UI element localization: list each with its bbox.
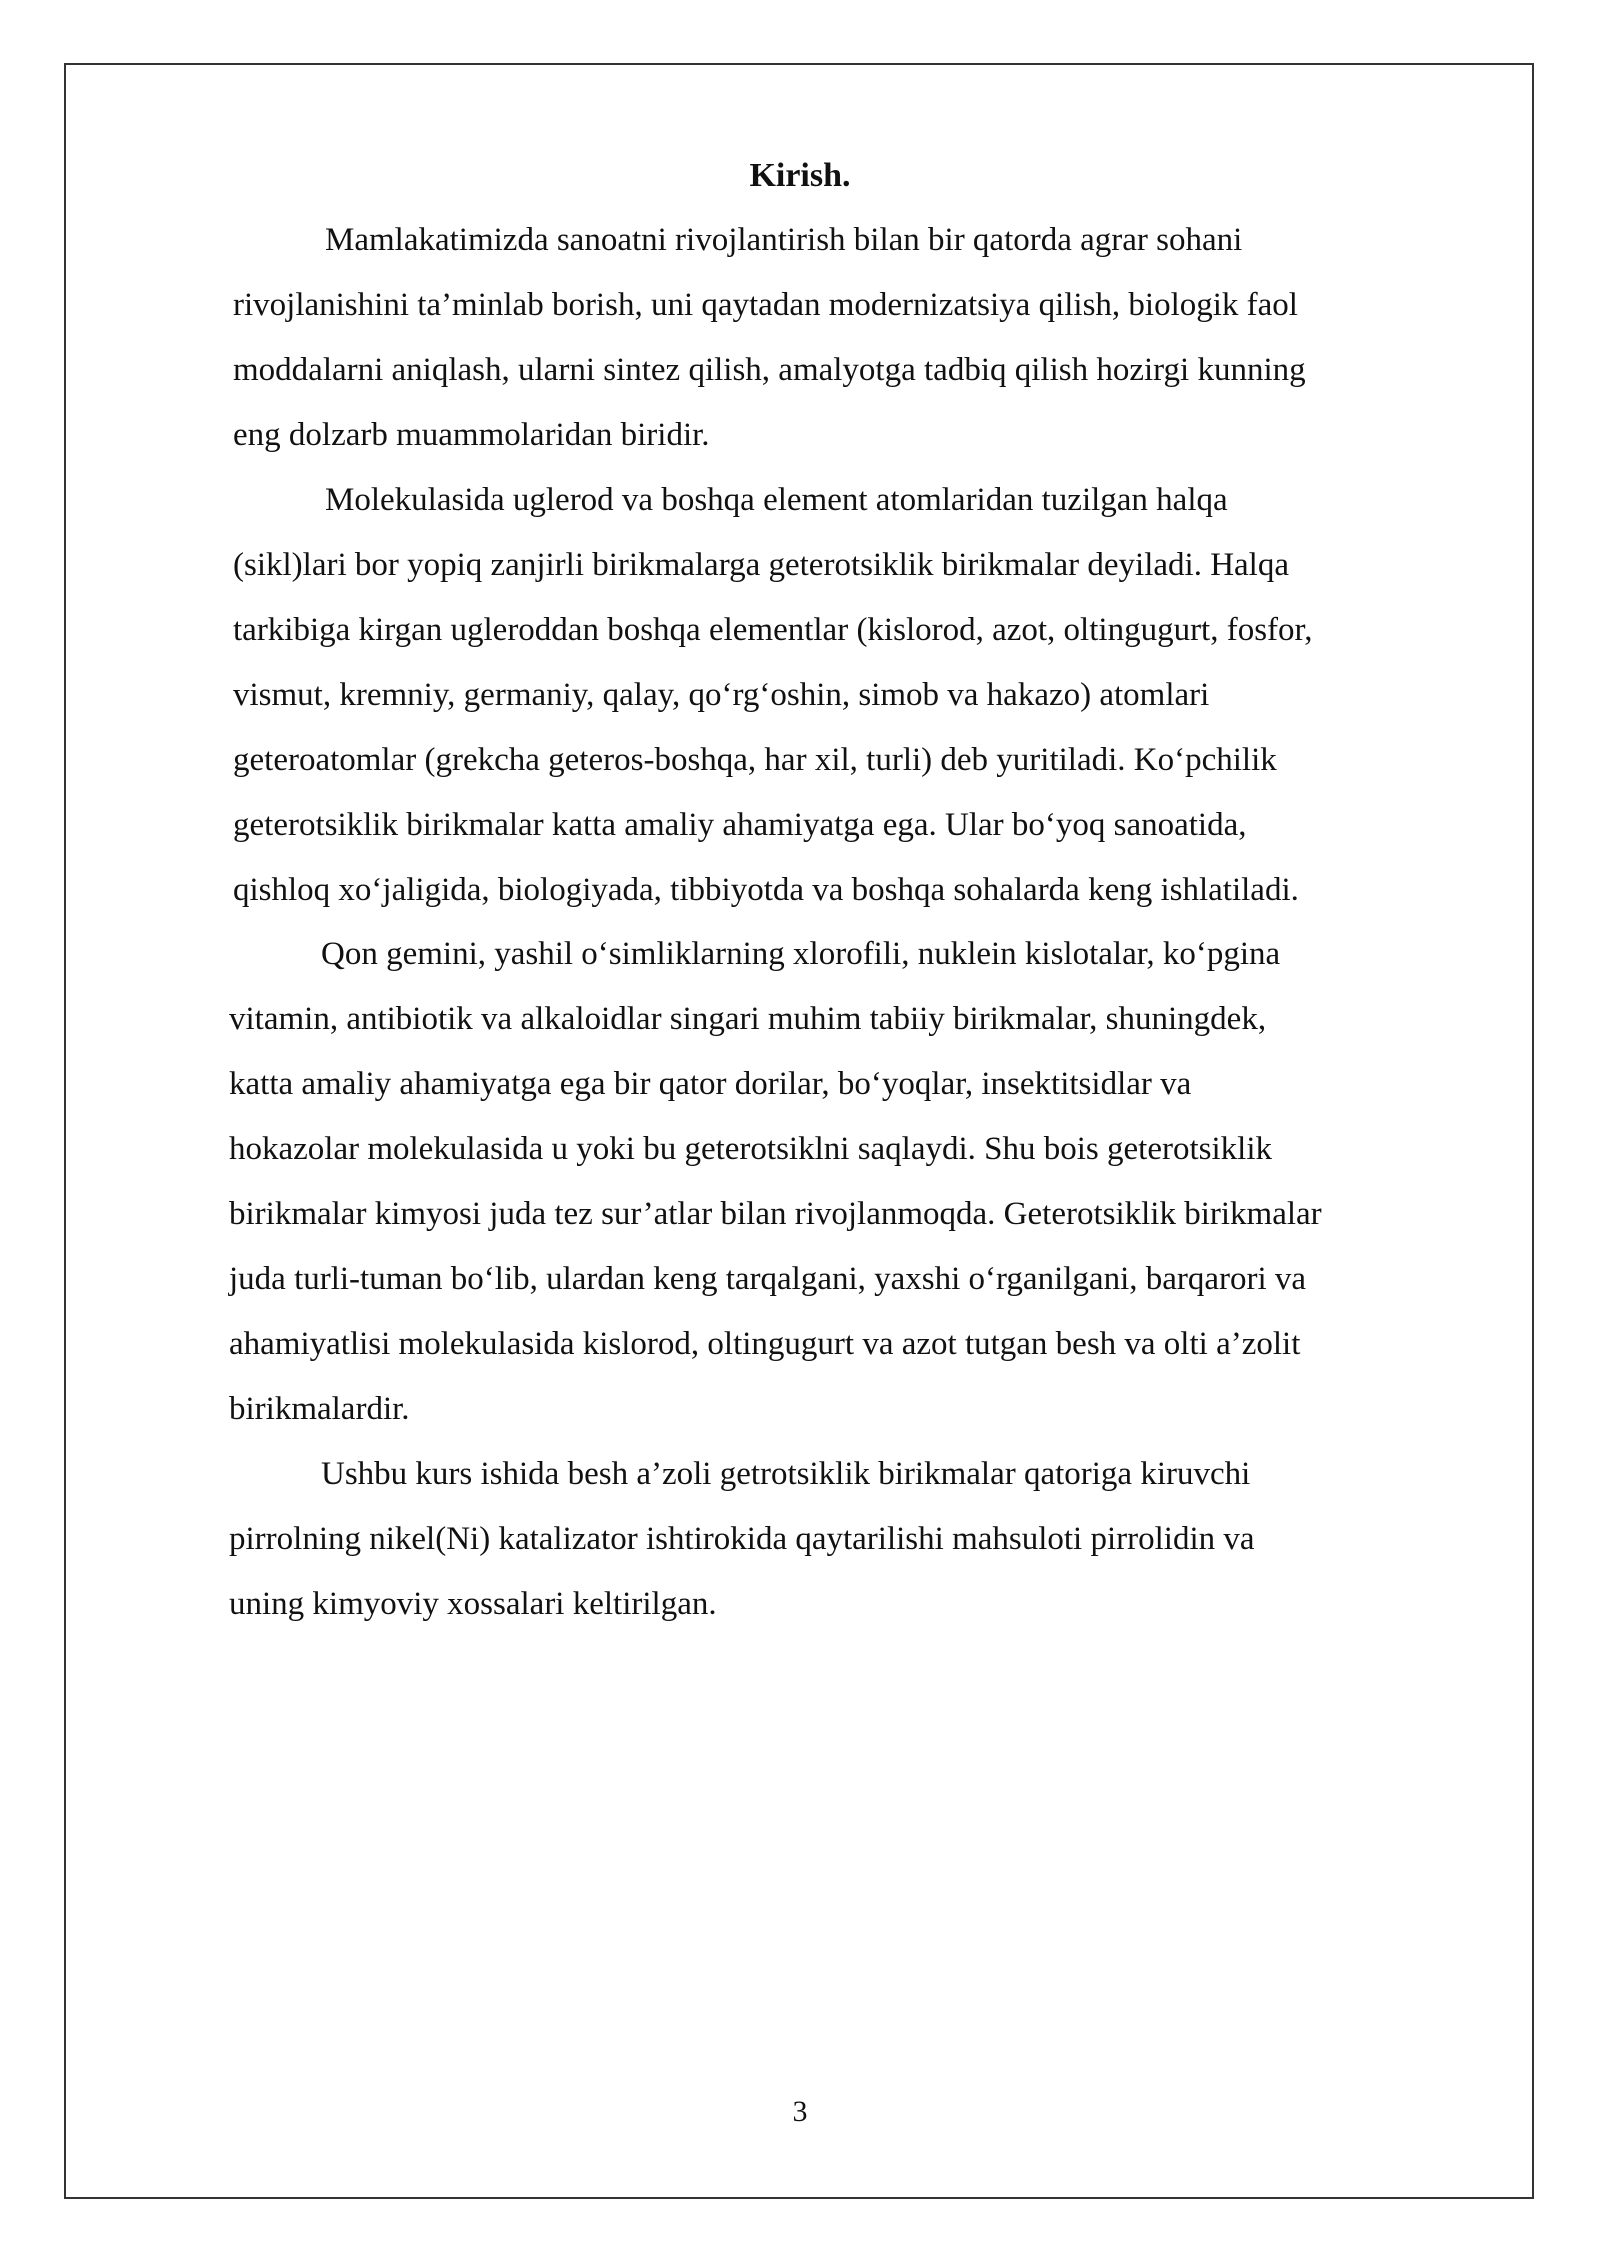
paragraph-line: juda turli-tuman bo‘lib, ulardan keng tarqalgani, yaxshi o‘rganilgani, barqarori va	[229, 1261, 1307, 1297]
paragraph-line: Qon gemini, yashil o‘simliklarning xlorofili, nuklein kislotalar, ko‘pgina	[321, 936, 1281, 972]
paragraph-line: geterotsiklik birikmalar katta amaliy ahamiyatga ega. Ular bo‘yoq sanoatida,	[233, 807, 1247, 843]
paragraph-line: birikmalardir.	[229, 1391, 410, 1427]
paragraph-line: eng dolzarb muammolaridan biridir.	[233, 417, 710, 453]
paragraph-line: moddalarni aniqlash, ularni sintez qilish, amalyotga tadbiq qilish hozirgi kunning	[233, 352, 1306, 388]
paragraph-line: (sikl)lari bor yopiq zanjirli birikmalarga geterotsiklik birikmalar deyiladi. Halqa	[233, 547, 1289, 583]
paragraph-line: birikmalar kimyosi juda tez sur’atlar bilan rivojlanmoqda. Geterotsiklik birikmalar	[229, 1196, 1322, 1232]
paragraph-line: vitamin, antibiotik va alkaloidlar singari muhim tabiiy birikmalar, shuningdek,	[229, 1001, 1267, 1037]
paragraph-line: geteroatomlar (grekcha geteros-boshqa, har xil, turli) deb yuritiladi. Ko‘pchilik	[233, 742, 1277, 778]
paragraph-scope	[229, 1442, 1255, 1637]
section-heading: Kirish.	[749, 157, 851, 194]
paragraph-line: rivojlanishini ta’minlab borish, uni qaytadan modernizatsiya qilish, biologik faol	[233, 287, 1298, 323]
paragraph-line: tarkibiga kirgan ugleroddan boshqa elementlar (kislorod, azot, oltingugurt, fosfor,	[233, 612, 1313, 648]
paragraph-line: ahamiyatlisi molekulasida kislorod, oltingugurt va azot tutgan besh va olti a’zolit	[229, 1326, 1301, 1362]
paragraph-importance	[229, 922, 1322, 1442]
paragraph-line: vismut, kremniy, germaniy, qalay, qo‘rg‘oshin, simob va hakazo) atomlari	[233, 677, 1210, 713]
paragraph-line: hokazolar molekulasida u yoki bu geterotsiklni saqlaydi. Shu bois geterotsiklik	[229, 1131, 1272, 1167]
paragraph-intro	[233, 208, 1306, 468]
paragraph-line: katta amaliy ahamiyatga ega bir qator dorilar, bo‘yoqlar, insektitsidlar va	[229, 1066, 1192, 1102]
paragraph-line: Ushbu kurs ishida besh a’zoli getrotsiklik birikmalar qatoriga kiruvchi	[321, 1456, 1251, 1492]
paragraph-definition	[233, 468, 1312, 923]
paragraph-line: qishloq xo‘jaligida, biologiyada, tibbiyotda va boshqa sohalarda keng ishlatiladi.	[233, 872, 1299, 908]
page-number: 3	[792, 2095, 808, 2128]
paragraph-line: pirrolning nikel(Ni) katalizator ishtirokida qaytarilishi mahsuloti pirrolidin va	[229, 1521, 1255, 1557]
paragraph-line: Mamlakatimizda sanoatni rivojlantirish bilan bir qatorda agrar sohani	[325, 222, 1243, 258]
paragraph-line: Molekulasida uglerod va boshqa element atomlaridan tuzilgan halqa	[325, 482, 1228, 518]
paragraph-line: uning kimyoviy xossalari keltirilgan.	[229, 1586, 717, 1622]
